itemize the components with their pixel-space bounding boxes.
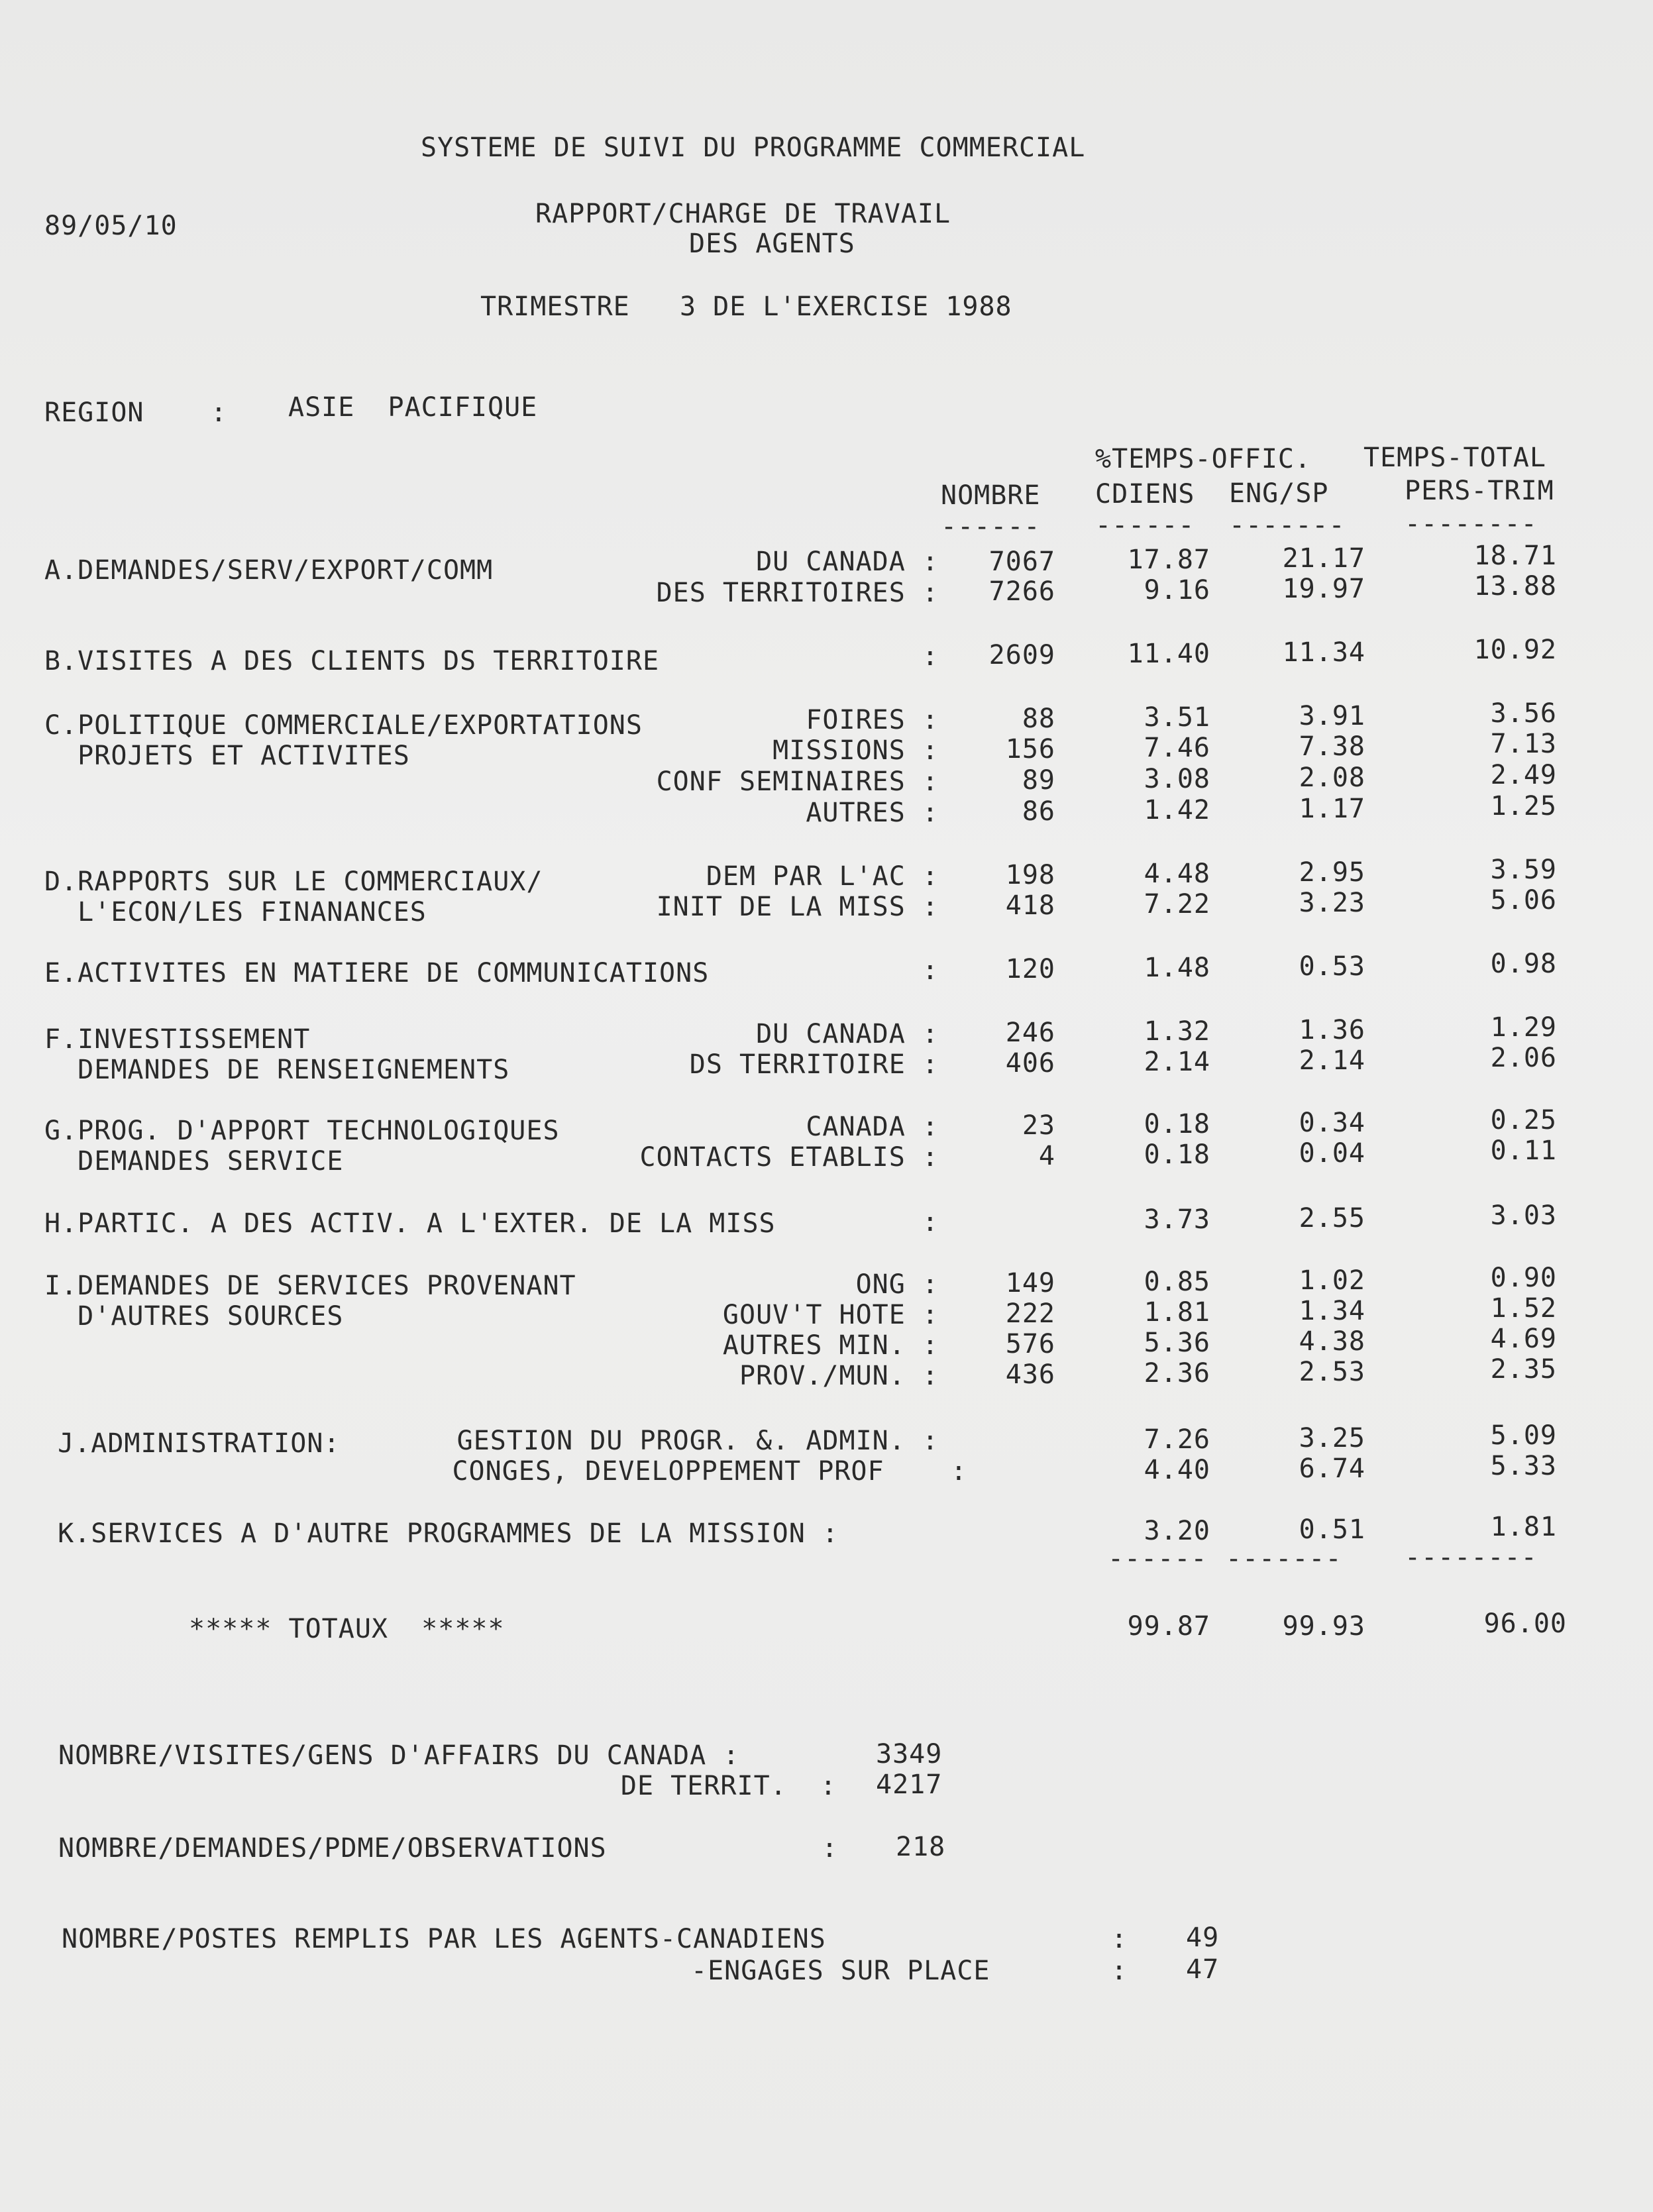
demandes-separator: : [822, 1833, 839, 1864]
row-label: A.DEMANDES/SERV/EXPORT/COMM [44, 555, 494, 586]
row-label: K.SERVICES A D'AUTRE PROGRAMMES DE LA MISSION : [41, 1518, 839, 1549]
row-sublabel: GESTION DU PROGR. &. ADMIN. : [456, 1426, 939, 1456]
row-cdiens: 1.32 [1144, 1016, 1210, 1047]
row-sublabel: DU CANADA : [756, 547, 939, 577]
row-pers: 2.35 [1490, 1354, 1557, 1385]
row-engsp: 1.36 [1299, 1015, 1365, 1045]
col-header-cdiens: CDIENS [1095, 479, 1195, 509]
row-pers: 3.03 [1490, 1200, 1557, 1231]
row-pers: 10.92 [1473, 635, 1557, 665]
row-sublabel: AUTRES MIN. : [722, 1330, 939, 1361]
row-nombre: 89 [1022, 765, 1055, 796]
row-label: E.ACTIVITES EN MATIERE DE COMMUNICATIONS [44, 958, 710, 988]
demandes-label: NOMBRE/DEMANDES/PDME/OBSERVATIONS [58, 1833, 607, 1864]
row-engsp: 6.74 [1299, 1453, 1365, 1484]
row-pers: 0.98 [1490, 949, 1557, 979]
row-nombre: 4 [1038, 1141, 1055, 1171]
row-cdiens: 11.40 [1127, 639, 1210, 669]
col-header-pers-trim: PERS-TRIM [1405, 476, 1554, 506]
row-cdiens: 17.87 [1127, 545, 1210, 575]
row-sublabel: ONG : [855, 1269, 939, 1300]
row-cdiens: 4.40 [1144, 1455, 1210, 1485]
row-cdiens: 9.16 [1144, 575, 1210, 606]
row-pers: 2.06 [1490, 1043, 1557, 1073]
row-nombre: 86 [1022, 796, 1055, 827]
row-nombre: 436 [1005, 1359, 1055, 1390]
col-header-temps-offic: %TEMPS-OFFIC. [1095, 444, 1312, 474]
col-dash-cdiens: ------ [1095, 510, 1195, 541]
row-nombre: 120 [1005, 954, 1055, 984]
postes-canadiens-value: 49 [1186, 1922, 1220, 1953]
visites-territ-label: DE TERRIT. : [620, 1771, 837, 1801]
visites-label: NOMBRE/VISITES/GENS D'AFFAIRS DU CANADA : [58, 1740, 740, 1771]
row-sublabel: MISSIONS : [773, 735, 939, 766]
row-label: C.POLITIQUE COMMERCIALE/EXPORTATIONS [44, 710, 643, 741]
row-label: H.PARTIC. A DES ACTIV. A L'EXTER. DE LA MISS [44, 1208, 776, 1239]
report-title-line1: RAPPORT/CHARGE DE TRAVAIL [535, 199, 951, 229]
row-label: D'AUTRES SOURCES [44, 1301, 344, 1332]
report-title-line2: DES AGENTS [689, 229, 855, 259]
row-nombre: 418 [1005, 890, 1055, 921]
region-label: REGION : [44, 397, 227, 428]
row-sublabel: DES TERRITOIRES : [656, 578, 939, 608]
col-header-engsp: ENG/SP [1229, 478, 1329, 509]
row-engsp: 2.55 [1299, 1203, 1365, 1234]
row-pers: 3.59 [1490, 855, 1557, 885]
postes-separator-1: : [1111, 1924, 1128, 1954]
row-engsp: 7.38 [1299, 731, 1365, 762]
row-pers: 1.81 [1490, 1512, 1557, 1542]
row-pers: 0.90 [1490, 1263, 1557, 1293]
visites-canada-value: 3349 [876, 1739, 943, 1769]
row-pers: 13.88 [1473, 571, 1557, 602]
row-nombre: 88 [1022, 704, 1055, 734]
row-sublabel: : [922, 955, 939, 986]
row-pers: 5.33 [1490, 1451, 1557, 1481]
row-label: DEMANDES DE RENSEIGNEMENTS [44, 1055, 510, 1085]
row-engsp: 19.97 [1282, 574, 1365, 604]
row-nombre: 246 [1005, 1018, 1055, 1048]
row-label: L'ECON/LES FINANANCES [44, 897, 427, 927]
report-date: 89/05/10 [44, 211, 178, 241]
row-nombre: 576 [1005, 1329, 1055, 1359]
row-nombre: 7266 [988, 576, 1055, 607]
totals-pers: 96.00 [1483, 1608, 1567, 1639]
row-cdiens: 1.48 [1144, 953, 1210, 983]
row-sublabel: PROV./MUN. : [739, 1361, 939, 1391]
row-nombre: 156 [1005, 734, 1055, 764]
row-engsp: 2.08 [1299, 763, 1365, 793]
row-engsp: 0.34 [1299, 1108, 1365, 1138]
row-sublabel: GOUV'T HOTE : [722, 1300, 939, 1330]
col-header-temps-total: TEMPS-TOTAL [1363, 443, 1546, 473]
row-sublabel: CONGES, DEVELOPPEMENT PROF : [452, 1456, 967, 1487]
row-cdiens: 2.36 [1144, 1358, 1210, 1389]
row-label: D.RAPPORTS SUR LE COMMERCIAUX/ [44, 867, 543, 897]
row-pers: 1.29 [1490, 1012, 1557, 1043]
row-cdiens: 0.18 [1144, 1109, 1210, 1139]
row-label: I.DEMANDES DE SERVICES PROVENANT [44, 1271, 576, 1301]
row-engsp: 2.95 [1299, 857, 1365, 888]
row-nombre: 406 [1005, 1048, 1055, 1079]
row-engsp: 1.34 [1299, 1296, 1365, 1326]
row-label: PROJETS ET ACTIVITES [44, 741, 410, 771]
row-cdiens: 3.73 [1144, 1204, 1210, 1235]
row-cdiens: 5.36 [1144, 1328, 1210, 1358]
row-cdiens: 4.48 [1144, 859, 1210, 889]
row-nombre: 23 [1022, 1110, 1055, 1141]
row-cdiens: 7.46 [1144, 733, 1210, 763]
row-pers: 0.11 [1490, 1135, 1557, 1166]
row-pers: 7.13 [1490, 729, 1557, 759]
row-nombre: 198 [1005, 860, 1055, 890]
row-nombre: 222 [1005, 1298, 1055, 1329]
row-sublabel: AUTRES : [806, 798, 939, 828]
row-pers: 4.69 [1490, 1324, 1557, 1354]
row-engsp: 21.17 [1282, 543, 1365, 574]
row-cdiens: 7.26 [1144, 1424, 1210, 1455]
row-sublabel: CONF SEMINAIRES : [656, 766, 939, 797]
row-nombre: 7067 [988, 547, 1055, 577]
row-engsp: 11.34 [1282, 637, 1365, 668]
totals-cdiens: 99.87 [1127, 1611, 1210, 1642]
row-label: J.ADMINISTRATION: [41, 1428, 341, 1459]
col-dash-nombre: ------ [941, 511, 1041, 542]
totals-dash-cdiens: ------ [1108, 1544, 1208, 1574]
row-cdiens: 3.08 [1144, 764, 1210, 794]
row-engsp: 2.53 [1299, 1357, 1365, 1387]
row-sublabel: DU CANADA : [756, 1019, 939, 1049]
row-label: B.VISITES A DES CLIENTS DS TERRITOIRE [44, 646, 660, 676]
report-period: TRIMESTRE 3 DE L'EXERCISE 1988 [480, 291, 1012, 322]
row-engsp: 1.02 [1299, 1265, 1365, 1296]
engages-label: -ENGAGES SUR PLACE [691, 1956, 990, 1986]
col-dash-engsp: ------- [1229, 510, 1346, 541]
row-engsp: 0.51 [1299, 1514, 1365, 1545]
row-label: F.INVESTISSEMENT [44, 1024, 311, 1055]
row-engsp: 3.23 [1299, 888, 1365, 918]
row-engsp: 0.04 [1299, 1138, 1365, 1169]
row-pers: 2.49 [1490, 760, 1557, 790]
row-cdiens: 3.20 [1144, 1516, 1210, 1546]
col-header-nombre: NOMBRE [941, 480, 1041, 511]
row-cdiens: 0.85 [1144, 1267, 1210, 1297]
visites-territ-value: 4217 [876, 1769, 943, 1800]
report-system-title: SYSTEME DE SUIVI DU PROGRAMME COMMERCIAL [421, 132, 1086, 163]
row-sublabel: : [922, 1207, 939, 1238]
row-pers: 18.71 [1473, 541, 1557, 571]
row-sublabel: INIT DE LA MISS : [656, 892, 939, 922]
row-pers: 3.56 [1490, 698, 1557, 729]
totals-label: ***** TOTAUX ***** [189, 1614, 505, 1644]
totals-dash-engsp: ------- [1226, 1544, 1342, 1574]
postes-engages-value: 47 [1186, 1954, 1220, 1985]
row-nombre: 149 [1005, 1268, 1055, 1298]
row-cdiens: 3.51 [1144, 702, 1210, 733]
row-pers: 0.25 [1490, 1105, 1557, 1135]
row-cdiens: 7.22 [1144, 889, 1210, 920]
row-engsp: 2.14 [1299, 1045, 1365, 1076]
row-label: DEMANDES SERVICE [44, 1146, 344, 1177]
row-engsp: 4.38 [1299, 1326, 1365, 1357]
row-engsp: 0.53 [1299, 951, 1365, 982]
totals-dash-pers: -------- [1405, 1542, 1538, 1573]
row-label: G.PROG. D'APPORT TECHNOLOGIQUES [44, 1116, 560, 1146]
row-sublabel: FOIRES : [806, 705, 939, 735]
row-nombre: 2609 [988, 640, 1055, 670]
col-dash-pers: -------- [1405, 509, 1538, 539]
row-sublabel: DS TERRITOIRE : [689, 1049, 939, 1080]
region-value: ASIE PACIFIQUE [288, 392, 538, 423]
row-sublabel: : [922, 641, 939, 672]
row-sublabel: DEM PAR L'AC : [706, 861, 939, 892]
row-sublabel: CANADA : [806, 1112, 939, 1142]
row-cdiens: 1.42 [1144, 795, 1210, 825]
row-cdiens: 1.81 [1144, 1297, 1210, 1328]
demandes-value: 218 [896, 1832, 946, 1862]
row-cdiens: 2.14 [1144, 1047, 1210, 1077]
row-sublabel: CONTACTS ETABLIS : [639, 1142, 939, 1173]
row-pers: 5.06 [1490, 885, 1557, 916]
row-pers: 5.09 [1490, 1420, 1557, 1451]
row-engsp: 3.25 [1299, 1423, 1365, 1453]
totals-engsp: 99.93 [1282, 1611, 1365, 1642]
row-engsp: 3.91 [1299, 701, 1365, 731]
row-cdiens: 0.18 [1144, 1139, 1210, 1170]
postes-label: NOMBRE/POSTES REMPLIS PAR LES AGENTS-CANADIENS [62, 1924, 826, 1954]
postes-separator-2: : [1111, 1956, 1128, 1986]
row-pers: 1.25 [1490, 791, 1557, 821]
row-pers: 1.52 [1490, 1293, 1557, 1324]
row-engsp: 1.17 [1299, 794, 1365, 824]
